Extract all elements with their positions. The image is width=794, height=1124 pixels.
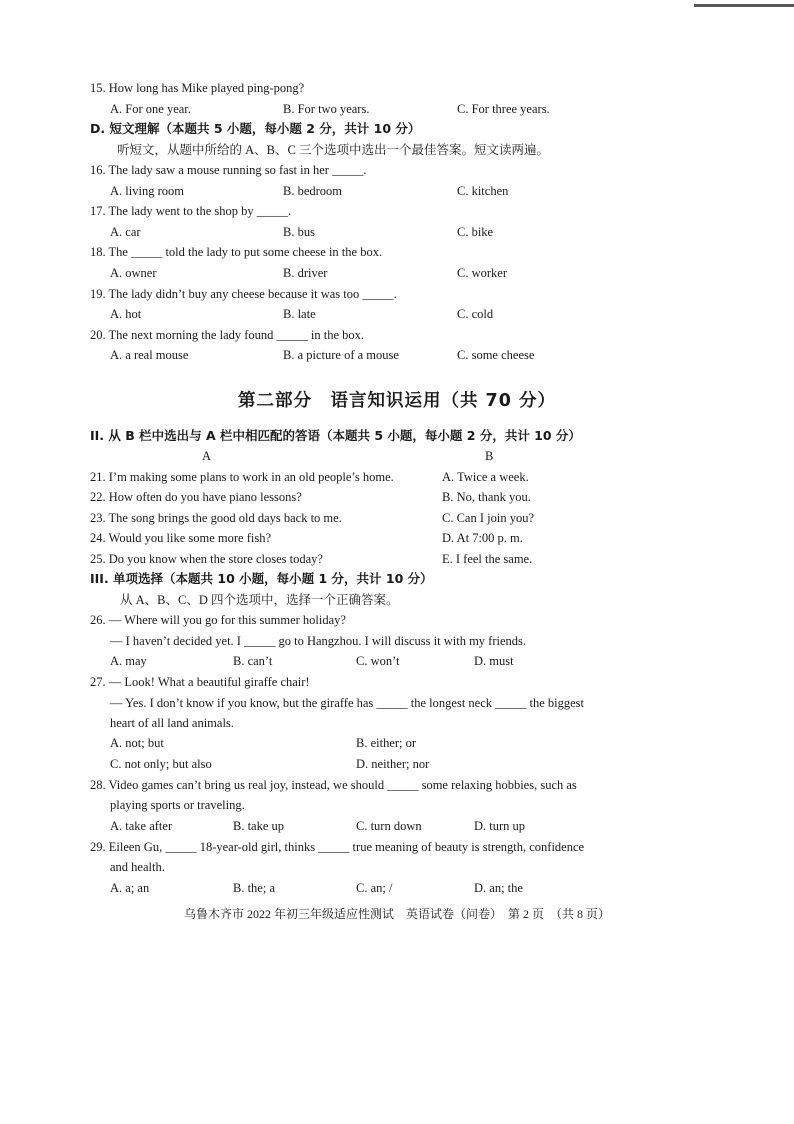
option-b: B. either; or bbox=[356, 736, 417, 750]
question-27-options-row2 bbox=[0, 754, 794, 774]
option-d: D. turn up bbox=[474, 819, 526, 833]
question-stem: 17. The lady went to the shop by _____. bbox=[90, 204, 292, 218]
match-question: 21. I’m making some plans to work in an old people’s home. bbox=[90, 470, 394, 484]
option-a: A. For one year. bbox=[110, 102, 191, 116]
question-27-line2 bbox=[0, 693, 794, 713]
section-iii-instruction bbox=[0, 590, 794, 610]
match-question: 24. Would you like some more fish? bbox=[90, 531, 272, 545]
match-row bbox=[0, 549, 794, 569]
option-b: B. late bbox=[283, 307, 316, 321]
match-row bbox=[0, 467, 794, 487]
question-28-line2 bbox=[0, 795, 794, 815]
question-29-options bbox=[0, 878, 794, 898]
page-footer: 乌鲁木齐市 2022 年初三年级适应性测试 英语试卷（问卷） 第 2 页 （共 8 页） bbox=[183, 907, 610, 921]
question-stem: 29. Eileen Gu, _____ 18-year-old girl, thinks _____ true meaning of beauty is strength, confidence bbox=[90, 840, 585, 854]
option-a: A. car bbox=[110, 225, 141, 239]
question-stem: 19. The lady didn’t buy any cheese because it was too _____. bbox=[90, 287, 397, 301]
match-question: 25. Do you know when the store closes today? bbox=[90, 552, 323, 566]
match-row bbox=[0, 528, 794, 548]
question-20-options bbox=[0, 345, 794, 365]
option-c: C. won’t bbox=[356, 654, 400, 668]
option-c: C. turn down bbox=[356, 819, 422, 833]
instruction-text: 听短文，从题中所给的 A、B、C 三个选项中选出一个最佳答案。短文读两遍。 bbox=[117, 143, 549, 157]
question-stem: 15. How long has Mike played ping-pong? bbox=[90, 81, 305, 95]
option-c: C. an; / bbox=[356, 881, 393, 895]
option-b: B. a picture of a mouse bbox=[283, 348, 399, 362]
option-a: A. owner bbox=[110, 266, 157, 280]
question-stem-continued: heart of all land animals. bbox=[110, 716, 234, 730]
option-a: A. living room bbox=[110, 184, 184, 198]
option-d: D. an; the bbox=[474, 881, 523, 895]
question-17-options bbox=[0, 222, 794, 242]
question-26 bbox=[0, 610, 794, 630]
question-stem-continued: — I haven’t decided yet. I _____ go to Hangzhou. I will discuss it with my friends. bbox=[110, 634, 527, 648]
question-29 bbox=[0, 837, 794, 857]
section-ii-heading bbox=[0, 426, 794, 446]
section-d-instruction bbox=[0, 140, 794, 160]
question-29-line2 bbox=[0, 857, 794, 877]
question-stem-continued: and health. bbox=[110, 860, 165, 874]
option-a: A. a; an bbox=[110, 881, 150, 895]
option-b: B. take up bbox=[233, 819, 285, 833]
match-question: 22. How often do you have piano lessons? bbox=[90, 490, 302, 504]
option-a: A. take after bbox=[110, 819, 173, 833]
option-c: C. bike bbox=[457, 225, 494, 239]
question-stem-continued: — Yes. I don’t know if you know, but the giraffe has _____ the longest neck _____ the biggest bbox=[110, 696, 585, 710]
question-18-options bbox=[0, 263, 794, 283]
option-b: B. the; a bbox=[233, 881, 276, 895]
match-row bbox=[0, 508, 794, 528]
section-heading: II. 从 B 栏中选出与 A 栏中相匹配的答语（本题共 5 小题，每小题 2 分，共计 10 分） bbox=[90, 428, 581, 443]
question-19-options bbox=[0, 304, 794, 324]
option-c: C. For three years. bbox=[457, 102, 550, 116]
column-b-label: B bbox=[485, 449, 494, 463]
option-c: C. cold bbox=[457, 307, 494, 321]
option-d: D. must bbox=[474, 654, 514, 668]
question-stem: 28. Video games can’t bring us real joy, instead, we should _____ some relaxing hobbies, such as bbox=[90, 778, 577, 792]
option-c: C. not only; but also bbox=[110, 757, 212, 771]
question-stem: 16. The lady saw a mouse running so fast in her _____. bbox=[90, 163, 367, 177]
question-27-options-row1 bbox=[0, 733, 794, 753]
question-18 bbox=[0, 242, 794, 262]
option-b: B. For two years. bbox=[283, 102, 370, 116]
question-28 bbox=[0, 775, 794, 795]
question-16 bbox=[0, 160, 794, 180]
option-c: C. some cheese bbox=[457, 348, 535, 362]
option-a: A. may bbox=[110, 654, 147, 668]
question-28-options bbox=[0, 816, 794, 836]
question-16-options bbox=[0, 181, 794, 201]
option-a: A. a real mouse bbox=[110, 348, 189, 362]
match-option: B. No, thank you. bbox=[442, 490, 531, 504]
match-option: D. At 7:00 p. m. bbox=[442, 531, 523, 545]
option-a: A. not; but bbox=[110, 736, 164, 750]
option-d: D. neither; nor bbox=[356, 757, 430, 771]
match-option: C. Can I join you? bbox=[442, 511, 535, 525]
section-iii-heading bbox=[0, 569, 794, 589]
match-question: 23. The song brings the good old days back to me. bbox=[90, 511, 342, 525]
section-heading: III. 单项选择（本题共 10 小题，每小题 1 分，共计 10 分） bbox=[90, 571, 433, 586]
column-headers bbox=[0, 446, 794, 466]
instruction-text: 从 A、B、C、D 四个选项中，选择一个正确答案。 bbox=[120, 593, 399, 607]
option-b: B. can’t bbox=[233, 654, 273, 668]
section-d-heading bbox=[0, 119, 794, 139]
question-27-line3 bbox=[0, 713, 794, 733]
question-20 bbox=[0, 325, 794, 345]
question-26-line2 bbox=[0, 631, 794, 651]
question-stem: 26. — Where will you go for this summer holiday? bbox=[90, 613, 346, 627]
option-c: C. worker bbox=[457, 266, 507, 280]
question-15 bbox=[0, 78, 794, 98]
column-a-label: A bbox=[202, 449, 212, 463]
question-27 bbox=[0, 672, 794, 692]
option-b: B. driver bbox=[283, 266, 328, 280]
question-26-options bbox=[0, 651, 794, 671]
question-stem: 18. The _____ told the lady to put some cheese in the box. bbox=[90, 245, 383, 259]
option-c: C. kitchen bbox=[457, 184, 509, 198]
part-two-title: 第二部分 语言知识运用（共 70 分） bbox=[237, 391, 557, 411]
question-stem-continued: playing sports or traveling. bbox=[110, 798, 245, 812]
match-option: A. Twice a week. bbox=[442, 470, 529, 484]
match-row bbox=[0, 487, 794, 507]
question-stem: 20. The next morning the lady found _____ in the box. bbox=[90, 328, 365, 342]
question-17 bbox=[0, 201, 794, 221]
question-stem: 27. — Look! What a beautiful giraffe chair! bbox=[90, 675, 310, 689]
question-15-options bbox=[0, 99, 794, 119]
option-b: B. bus bbox=[283, 225, 315, 239]
option-a: A. hot bbox=[110, 307, 142, 321]
match-option: E. I feel the same. bbox=[442, 552, 533, 566]
section-heading: D. 短文理解（本题共 5 小题，每小题 2 分，共计 10 分） bbox=[90, 121, 421, 136]
question-19 bbox=[0, 284, 794, 304]
option-b: B. bedroom bbox=[283, 184, 343, 198]
